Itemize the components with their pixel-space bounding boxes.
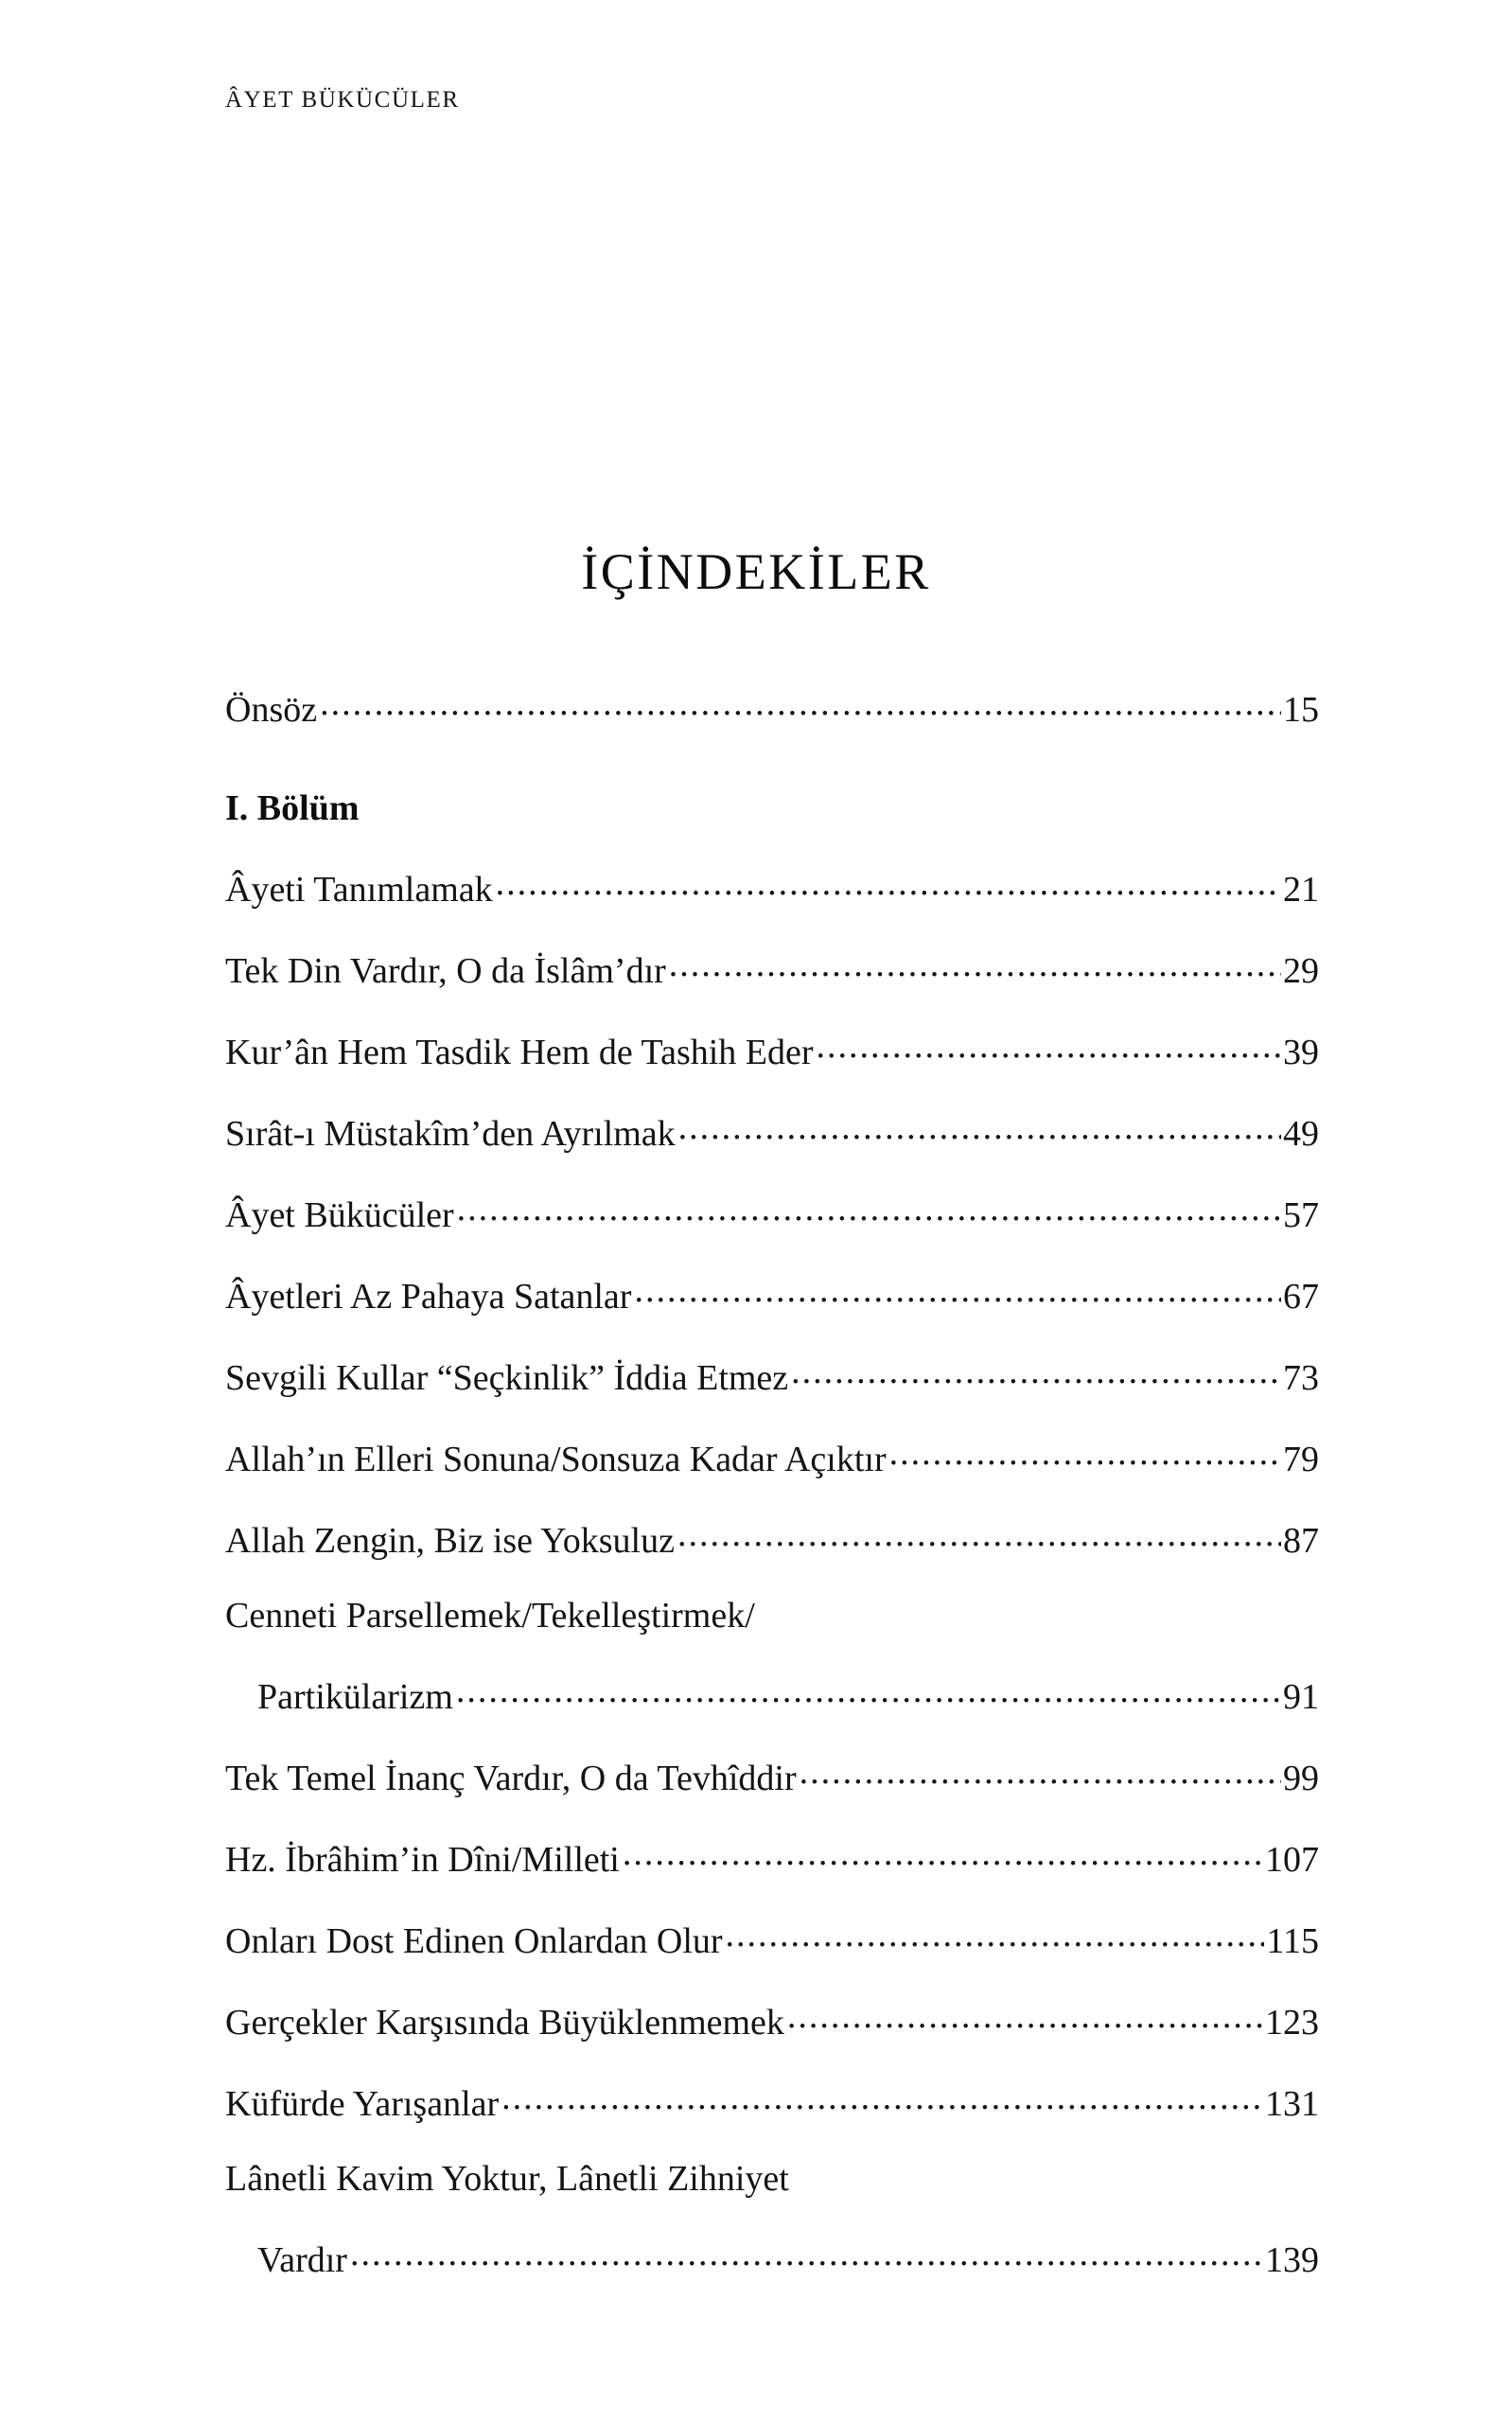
toc-entry-label: Sevgili Kullar “Seçkinlik” İddia Etmez (225, 1358, 789, 1398)
dot-leader (889, 1435, 1281, 1471)
toc-entry[interactable] (225, 865, 1319, 908)
dot-leader (800, 1754, 1281, 1790)
toc-entry-page-number: 39 (1283, 1033, 1319, 1072)
toc-entry-label: Kur’ân Hem Tasdik Hem de Tashih Eder (225, 1033, 814, 1072)
toc-entry[interactable] (225, 1028, 1319, 1070)
toc-entry[interactable] (225, 1754, 1319, 1796)
toc-entry-label: Tek Din Vardır, O da İslâm’dır (225, 951, 666, 991)
toc-entry[interactable] (225, 1435, 1319, 1477)
dot-leader (817, 1028, 1281, 1064)
toc-part-heading: I. Bölüm (225, 788, 360, 828)
dot-leader (501, 2079, 1263, 2115)
toc-entry-page-number: 91 (1283, 1677, 1319, 1717)
toc-entry-page-number: 115 (1266, 1921, 1319, 1961)
toc-entry-label: Partikülarizm (257, 1677, 453, 1717)
toc-entry-label: Önsöz (225, 690, 318, 730)
toc-entry-page-number: 99 (1283, 1759, 1319, 1798)
dot-leader (669, 946, 1281, 982)
toc-entry-page-number: 79 (1283, 1440, 1319, 1479)
toc-entry-wrapped-line[interactable] (225, 2161, 1319, 2197)
toc-entry-page-number: 139 (1265, 2240, 1319, 2280)
dot-leader (350, 2236, 1263, 2272)
toc-entry-wrapped-line[interactable] (225, 1598, 1319, 1634)
dot-leader (496, 865, 1281, 901)
page-title: İÇİNDEKİLER (581, 543, 931, 601)
toc-entry-label: Tek Temel İnanç Vardır, O da Tevhîddir (225, 1759, 797, 1798)
toc-entry-label: Âyeti Tanımlamak (225, 870, 493, 910)
toc-entry[interactable] (225, 1917, 1319, 1959)
toc-entry-label: Vardır (257, 2240, 347, 2280)
toc-entry[interactable] (225, 2079, 1319, 2122)
dot-leader (678, 1109, 1281, 1145)
toc-entry-page-number: 29 (1283, 951, 1319, 991)
toc-entry[interactable] (225, 1272, 1319, 1315)
toc-entry-page-number: 57 (1283, 1195, 1319, 1235)
toc-entry[interactable] (225, 1835, 1319, 1878)
toc-entry-page-number: 15 (1283, 690, 1319, 730)
toc-entry-label: Gerçekler Karşısında Büyüklenmemek (225, 2003, 784, 2043)
dot-leader (457, 1191, 1281, 1227)
toc-entry[interactable] (225, 1998, 1319, 2041)
toc-entry[interactable] (225, 1353, 1319, 1396)
dot-leader (787, 1998, 1263, 2034)
running-header: ÂYET BÜKÜCÜLER (225, 87, 460, 113)
toc-entry-label: Âyetleri Az Pahaya Satanlar (225, 1277, 632, 1317)
toc-entry-label: Cenneti Parsellemek/Tekelleştirmek/ (225, 1596, 755, 1636)
toc-entry-label: Onları Dost Edinen Onlardan Olur (225, 1921, 723, 1961)
toc-entry-continuation[interactable] (225, 2236, 1319, 2278)
toc-entry[interactable] (225, 1191, 1319, 1233)
toc-entry[interactable] (225, 1516, 1319, 1559)
toc-entry-label: Allah’ın Elleri Sonuna/Sonsuza Kadar Açıktır (225, 1440, 887, 1479)
toc-entry[interactable] (225, 946, 1319, 989)
toc-entry-label: Küfürde Yarışanlar (225, 2084, 500, 2124)
toc-entry-page-number: 123 (1265, 2003, 1319, 2043)
toc-entry-page-number: 87 (1283, 1521, 1319, 1561)
dot-leader (634, 1272, 1281, 1308)
toc-entry-label: Sırât-ı Müstakîm’den Ayrılmak (225, 1114, 676, 1154)
toc-entry-label: Âyet Bükücüler (225, 1195, 454, 1235)
toc-entry-page-number: 49 (1283, 1114, 1319, 1154)
toc-entry-onsoz[interactable] (225, 685, 1319, 728)
dot-leader (320, 685, 1281, 721)
dot-leader (456, 1672, 1281, 1708)
dot-leader (791, 1353, 1281, 1389)
toc-entry-label: Hz. İbrâhim’in Dîni/Milleti (225, 1840, 620, 1880)
toc-entry[interactable] (225, 1109, 1319, 1152)
toc-entry-page-number: 73 (1283, 1358, 1319, 1398)
toc-entry-page-number: 21 (1283, 870, 1319, 910)
toc-entry-label: Allah Zengin, Biz ise Yoksuluz (225, 1521, 675, 1561)
toc-entry-continuation[interactable] (225, 1672, 1319, 1715)
toc-list (225, 685, 1319, 2317)
toc-entry-label: Lânetli Kavim Yoktur, Lânetli Zihniyet (225, 2159, 789, 2199)
dot-leader (623, 1835, 1263, 1871)
dot-leader (726, 1917, 1265, 1953)
toc-entry-page-number: 67 (1283, 1277, 1319, 1317)
dot-leader (677, 1516, 1281, 1552)
toc-entry-page-number: 131 (1265, 2084, 1319, 2124)
toc-entry-page-number: 107 (1265, 1840, 1319, 1880)
